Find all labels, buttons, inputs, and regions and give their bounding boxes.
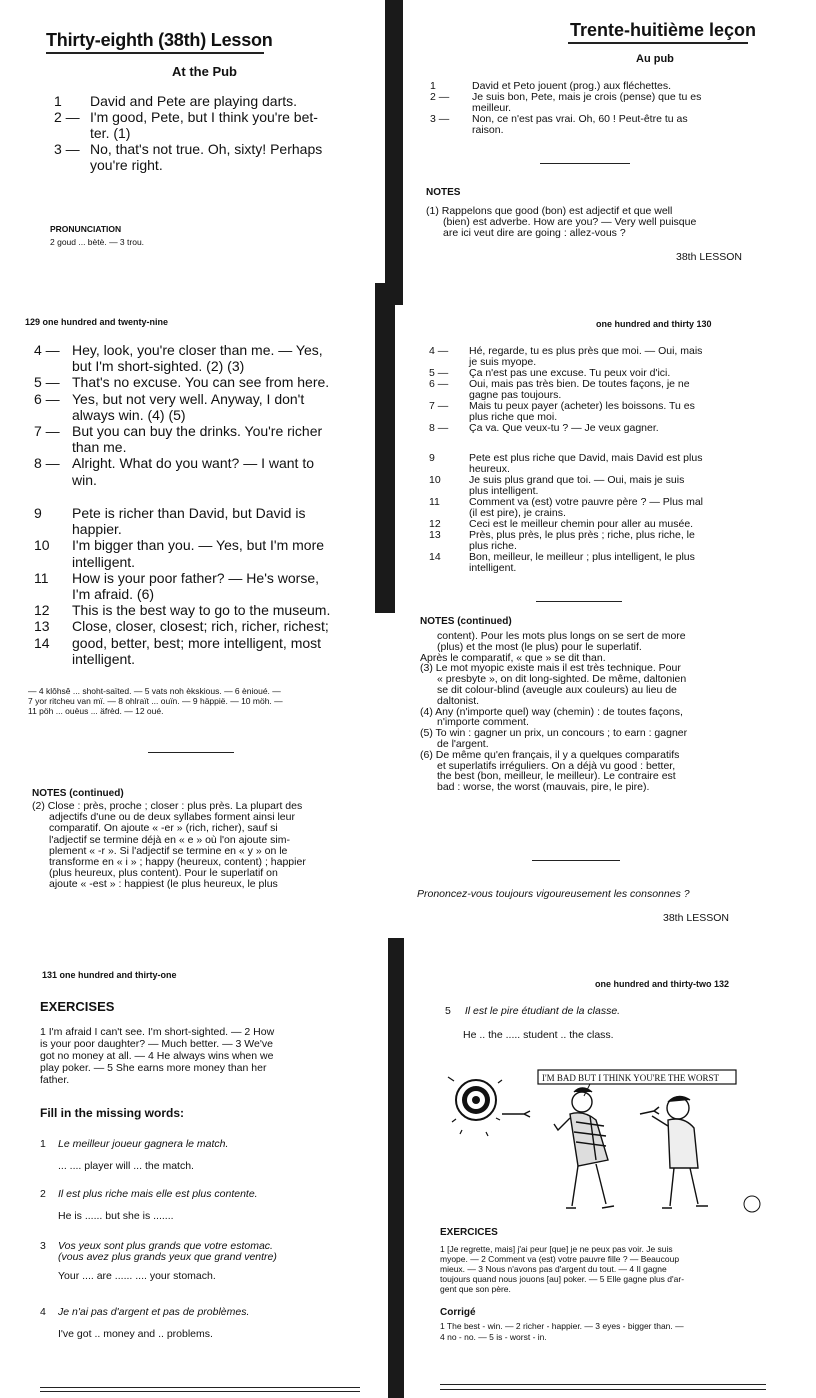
- note-line: (plus) et the most (le plus) pour le superlatif.: [437, 640, 642, 653]
- line-text: (il est pire), je crains.: [469, 507, 566, 519]
- line-number: 11: [34, 569, 49, 586]
- item-5-en: He .. the ..... student .. the class.: [463, 1029, 614, 1041]
- line-number: 4 —: [34, 342, 60, 358]
- line-text: Comment va (est) votre pauvre père ? — Plus mal: [469, 496, 704, 508]
- line-number: 6 —: [34, 390, 60, 407]
- fill-item-english: Your .... are ...... .... your stomach.: [58, 1270, 216, 1282]
- line-text: How is your poor father? — He's worse,: [72, 569, 319, 586]
- line-text: gagne pas toujours.: [469, 389, 562, 401]
- pronunciation-line: 11 pöh ... ouèus ... äfrèd. — 12 oué.: [28, 706, 164, 716]
- dialogue-line: [34, 407, 186, 424]
- pronunciation-title: PRONUNCIATION: [50, 224, 122, 234]
- person-right-icon: [652, 1096, 708, 1208]
- dialogue-line: [34, 439, 126, 456]
- line-number: 14: [34, 634, 50, 651]
- note-line: the best (bon, meilleur, le meilleur). Le contraire est: [437, 770, 676, 783]
- line-text: Ça n'est pas une excuse. Tu peux voir d'ici.: [469, 367, 671, 379]
- dialogue-line: [54, 109, 318, 126]
- line-number: 3 —: [54, 141, 80, 157]
- line-text: raison.: [472, 124, 504, 136]
- note-line: comparatif. On ajoute « -er » (rich, richer), sauf si: [49, 822, 278, 835]
- note-line: (plus heureux, plus content). Pour le superlatif on: [49, 867, 278, 880]
- fill-item-french: Il est plus riche mais elle est plus contente.: [58, 1188, 258, 1200]
- sentence-line: [34, 651, 135, 668]
- line-number: 13: [34, 618, 50, 635]
- sentence-line: [34, 521, 122, 538]
- page-bottom-rule-3: [440, 1384, 766, 1385]
- lesson-title-fr: Trente-huitième leçon: [570, 20, 757, 40]
- sentence-line: [34, 586, 154, 603]
- line-text: Bon, meilleur, le meilleur ; plus intelligent, le plus: [469, 551, 695, 563]
- line-number: 9: [429, 452, 435, 464]
- dialogue-line: [54, 125, 130, 142]
- note-line: (5) To win : gagner un prix, un concours ; to earn : gagner: [420, 727, 688, 740]
- line-text: David and Pete are playing darts.: [90, 93, 298, 109]
- dialogue-line: [429, 422, 659, 434]
- line-text: No, that's not true. Oh, sixty! Perhaps: [90, 141, 323, 157]
- line-number: [34, 651, 72, 668]
- line-text: I'm good, Pete, but I think you're bet-: [90, 109, 318, 125]
- dialogue-line: [54, 157, 163, 174]
- cartoon-darts: [440, 1062, 770, 1217]
- line-number: 10: [34, 537, 50, 554]
- line-number: 1: [430, 80, 436, 92]
- lesson-subtitle-fr: Au pub: [636, 53, 674, 65]
- note-line: de l'argent.: [437, 738, 489, 750]
- line-text: than me.: [72, 439, 127, 456]
- line-number: [430, 124, 472, 136]
- line-number: 12: [429, 518, 441, 530]
- pronunciation-line: 7 yor ritcheu van mï. — 8 ohlraït ... ouïn. — 9 häppië. — 10 möh. —: [28, 696, 283, 706]
- line-text: plus intelligent.: [469, 485, 539, 497]
- notes-title-3: NOTES (continued): [420, 616, 512, 627]
- line-number: 9: [34, 505, 42, 521]
- sentence-line: [34, 570, 319, 587]
- line-text: Close, closer, closest; rich, richer, richest;: [72, 618, 329, 635]
- page-bottom-rule-4: [440, 1389, 766, 1390]
- page-header-3: 131 one hundred and thirty-one: [42, 970, 177, 980]
- exercise-line: toujours quand nous jouons [au] poker. — 5 Elle gagne plus d'ar-: [440, 1274, 685, 1284]
- line-text: Ceci est le meilleur chemin pour aller au musée.: [469, 518, 694, 530]
- line-text: but I'm short-sighted. (2) (3): [72, 358, 245, 375]
- corrige-title: Corrigé: [440, 1307, 476, 1318]
- line-text: Ça va. Que veux-tu ? — Je veux gagner.: [469, 422, 659, 434]
- line-text: Alright. What do you want? — I want to: [72, 455, 315, 472]
- line-number: 4 —: [429, 345, 449, 357]
- line-text: Hey, look, you're closer than me. — Yes,: [72, 342, 323, 358]
- sentence-line: [34, 554, 135, 571]
- line-number: [54, 157, 90, 174]
- note-line: (2) Close : près, proche ; closer : plus près. La plupart des: [32, 800, 303, 812]
- person-left-icon: [554, 1088, 614, 1208]
- fill-item-french: Le meilleur joueur gagnera le match.: [58, 1138, 229, 1150]
- dialogue-line: [34, 455, 314, 472]
- fill-item-french: Je n'ai pas d'argent et pas de problèmes.: [58, 1306, 250, 1318]
- dialogue-line: [34, 391, 304, 408]
- exercise-line: myope. — 2 Comment va (est) votre pauvre fille ? — Beaucoup: [440, 1254, 680, 1264]
- line-number: [34, 407, 72, 424]
- sentence-line: [34, 537, 324, 554]
- line-text: Oui, mais pas très bien. De toutes façons, je ne: [469, 378, 690, 390]
- sentence-line: [34, 602, 330, 619]
- note-line: l'adjectif se termine déjà en « e » où l'on ajoute sim-: [49, 833, 290, 846]
- line-number: 5 —: [429, 367, 449, 379]
- dialogue-line: [34, 342, 323, 359]
- note-line: « presbyte », on dit long-sighted. De même, daltonien: [437, 673, 687, 686]
- line-text: But you can buy the drinks. You're richer: [72, 423, 323, 439]
- exercise-line: father.: [40, 1074, 70, 1086]
- line-text: Près, plus près, le plus près ; riche, plus riche, le: [469, 529, 695, 541]
- page-header: 129 one hundred and twenty-nine: [25, 317, 169, 327]
- item-5-text: Il est le pire étudiant de la classe.: [464, 1005, 621, 1017]
- line-text: I'm afraid. (6): [72, 586, 155, 602]
- dartboard-icon: [448, 1077, 502, 1136]
- note-line: (4) Any (n'importe quel) way (chemin) : de toutes façons,: [420, 705, 683, 718]
- separator: [148, 752, 234, 753]
- note-line: bad : worse, the worst (mauvais, pire, le pire).: [437, 781, 650, 794]
- line-number: [429, 562, 469, 574]
- line-number: 2 —: [430, 91, 450, 103]
- sentence-line: [34, 635, 321, 652]
- lesson-subtitle-en: At the Pub: [172, 64, 237, 79]
- line-number: 11: [429, 496, 440, 508]
- dialogue-line: [430, 124, 504, 136]
- note-line: (6) De même qu'en français, il y a quelques comparatifs: [420, 748, 680, 761]
- note-line: adjectifs d'une ou de deux syllabes forment ainsi leur: [49, 811, 295, 824]
- note-line: ajoute « -est » : happiest (le plus heureux, le plus: [49, 878, 278, 891]
- note-line: daltonist.: [437, 694, 480, 707]
- exercise-line: mieux. — 3 Nous n'avons pas d'argent du tout. — 4 Il gagne: [440, 1264, 667, 1274]
- cartoon-caption: I'M BAD BUT I THINK YOU'RE THE WORST: [542, 1073, 719, 1083]
- exercices-title: EXERCICES: [440, 1227, 498, 1238]
- line-number: 1: [54, 93, 62, 109]
- line-text: Pete is richer than David, but David is: [72, 505, 306, 521]
- fill-item-number: 1: [40, 1138, 46, 1150]
- line-number: [34, 472, 72, 489]
- line-number: 7 —: [429, 400, 449, 412]
- exercises-title: EXERCISES: [40, 999, 115, 1014]
- note-line: content). Pour les mots plus longs on se sert de more: [437, 630, 686, 642]
- line-text: ter. (1): [90, 125, 131, 141]
- sentence-line: [34, 505, 305, 522]
- cartoon-illustration: [440, 1062, 770, 1217]
- fill-item-number: 3: [40, 1240, 46, 1252]
- binding-spine-top: [385, 0, 403, 305]
- pronunciation-line: — 4 klôhsê ... shoht-saïted. — 5 vats noh èkskious. — 6 ènioué. —: [28, 686, 281, 696]
- fill-item-english: ... .... player will ... the match.: [58, 1160, 194, 1172]
- line-text: good, better, best; more intelligent, most: [72, 634, 322, 651]
- line-text: intelligent.: [469, 562, 517, 574]
- line-number: 5 —: [34, 374, 60, 391]
- note-line: transforme en « i » ; happy (heureux, content) ; happier: [49, 856, 306, 868]
- pronunciation-text: 2 goud ... bètè. — 3 trou.: [50, 237, 145, 247]
- note-line: et superlatifs irréguliers. On a déjà vu good : better,: [437, 759, 676, 772]
- note-line: n'importe comment.: [437, 716, 529, 729]
- line-text: meilleur.: [472, 102, 512, 114]
- line-number: [34, 521, 72, 538]
- page-footer: 38th LESSON: [676, 251, 742, 263]
- fill-item-french-note: (vous avez plus grands yeux que grand ventre): [58, 1251, 277, 1263]
- item-5-number: 5: [445, 1005, 451, 1017]
- fill-item-english: I've got .. money and .. problems.: [58, 1328, 213, 1340]
- page-bottom-rule-2: [40, 1391, 360, 1392]
- note-line: Après le comparatif, « que » se dit than.: [420, 651, 606, 664]
- line-text: That's no excuse. You can see from here.: [72, 374, 330, 391]
- line-text: intelligent.: [72, 553, 136, 570]
- line-text: I'm bigger than you. — Yes, but I'm more: [72, 537, 325, 554]
- binding-spine-bottom: [388, 938, 404, 1398]
- line-number: 13: [429, 529, 441, 541]
- line-number: [34, 586, 72, 603]
- line-text: plus riche.: [469, 540, 517, 552]
- exercise-line: 1 [Je regrette, mais] j'ai peur [que] je ne peux pas voir. Je suis: [440, 1244, 673, 1254]
- exercise-line: play poker. — 5 She earns more money than her: [40, 1062, 267, 1074]
- line-text: David et Peto jouent (prog.) aux fléchettes.: [472, 80, 672, 92]
- line-number: [34, 358, 72, 375]
- page-bottom-rule: [40, 1387, 360, 1388]
- title-underline: [46, 52, 264, 54]
- dialogue-line: [34, 374, 329, 391]
- line-number: 6 —: [429, 378, 449, 390]
- line-text: win.: [72, 471, 97, 488]
- line-text: Pete est plus riche que David, mais David est plus: [469, 452, 703, 464]
- line-text: je suis myope.: [469, 356, 537, 368]
- dialogue-line: [34, 423, 322, 440]
- line-number: 12: [34, 602, 50, 619]
- answer-line: 1 The best - win. — 2 richer - happier. — 3 eyes - bigger than. —: [440, 1321, 684, 1331]
- line-text: Mais tu peux payer (acheter) les boissons. Tu es: [469, 400, 695, 412]
- dialogue-line: [34, 358, 244, 375]
- line-number: 7 —: [34, 423, 60, 439]
- binding-spine-mid: [375, 283, 395, 613]
- line-text: Non, ce n'est pas vrai. Oh, 60 ! Peut-être tu as: [472, 113, 688, 125]
- line-number: [34, 439, 72, 456]
- note-line: se dit colour-blind (aveugle aux couleurs) au lieu de: [437, 684, 677, 696]
- dialogue-line: [54, 141, 322, 158]
- title-underline-fr: [568, 42, 748, 44]
- line-text: Hé, regarde, tu es plus près que moi. — Oui, mais: [469, 345, 703, 357]
- note-line: plement « -r ». Si l'adjectif se termine en « y » on le: [49, 844, 288, 857]
- line-text: happier.: [72, 521, 122, 538]
- line-text: you're right.: [90, 157, 163, 173]
- fill-item-number: 2: [40, 1188, 46, 1200]
- exercise-line: gent que son père.: [440, 1284, 511, 1294]
- item-5-fr: [445, 1005, 620, 1017]
- line-number: 8 —: [34, 455, 60, 472]
- line-text: This is the best way to go to the museum.: [72, 602, 331, 619]
- sentence-line: [429, 562, 516, 574]
- consonant-question: Prononcez-vous toujours vigoureusement les consonnes ?: [417, 888, 690, 900]
- line-text: plus riche que moi.: [469, 411, 558, 423]
- line-text: always win. (4) (5): [72, 406, 186, 423]
- dialogue-line: [54, 93, 297, 110]
- line-number: 14: [429, 551, 441, 563]
- sentence-line: [34, 618, 329, 635]
- fill-item-english: He is ...... but she is .......: [58, 1210, 174, 1222]
- line-number: 3 —: [430, 113, 450, 125]
- page-header-4: one hundred and thirty-two 132: [595, 979, 730, 989]
- separator: [536, 601, 622, 602]
- answer-line: 4 no - no. — 5 is - worst - in.: [440, 1331, 547, 1342]
- notes-title-2: NOTES (continued): [32, 788, 124, 799]
- fill-item-french: Vos yeux sont plus grands que votre estomac.: [58, 1240, 273, 1252]
- line-number: [34, 554, 72, 571]
- line-text: Je suis bon, Pete, mais je crois (pense) que tu es: [472, 91, 702, 103]
- line-text: Yes, but not very well. Anyway, I don't: [72, 390, 305, 407]
- exercise-line: 1 I'm afraid I can't see. I'm short-sighted. — 2 How: [40, 1026, 275, 1038]
- line-number: 10: [429, 474, 441, 486]
- dialogue-line: [34, 472, 97, 489]
- page-footer-2: 38th LESSON: [663, 912, 729, 924]
- page-header-2: one hundred and thirty 130: [596, 319, 712, 329]
- exercise-line: got no money at all. — 4 He always wins when we: [40, 1050, 274, 1062]
- fill-item-number: 4: [40, 1306, 46, 1318]
- lesson-title-en: Thirty-eighth (38th) Lesson: [46, 30, 273, 50]
- note-line: (3) Le mot myopic existe mais il est très technique. Pour: [420, 662, 681, 675]
- note-line: are ici veut dire are going : allez-vous ?: [443, 227, 626, 239]
- line-text: Je suis plus grand que toi. — Oui, mais je suis: [469, 474, 685, 486]
- line-text: heureux.: [469, 463, 510, 475]
- note-line: (1) Rappelons que good (bon) est adjectif et que well: [426, 205, 673, 217]
- notes-title: NOTES: [426, 187, 461, 198]
- line-number: 2 —: [54, 109, 80, 125]
- line-number: [54, 125, 90, 142]
- line-number: 8 —: [429, 422, 449, 434]
- fill-title: Fill in the missing words:: [40, 1106, 185, 1120]
- exercise-line: is your poor daughter? — Much better. — 3 We've: [40, 1038, 273, 1050]
- separator: [540, 163, 630, 164]
- separator: [532, 860, 620, 861]
- note-line: (bien) est adverbe. How are you? — Very well puisque: [443, 216, 697, 228]
- line-text: intelligent.: [72, 650, 136, 667]
